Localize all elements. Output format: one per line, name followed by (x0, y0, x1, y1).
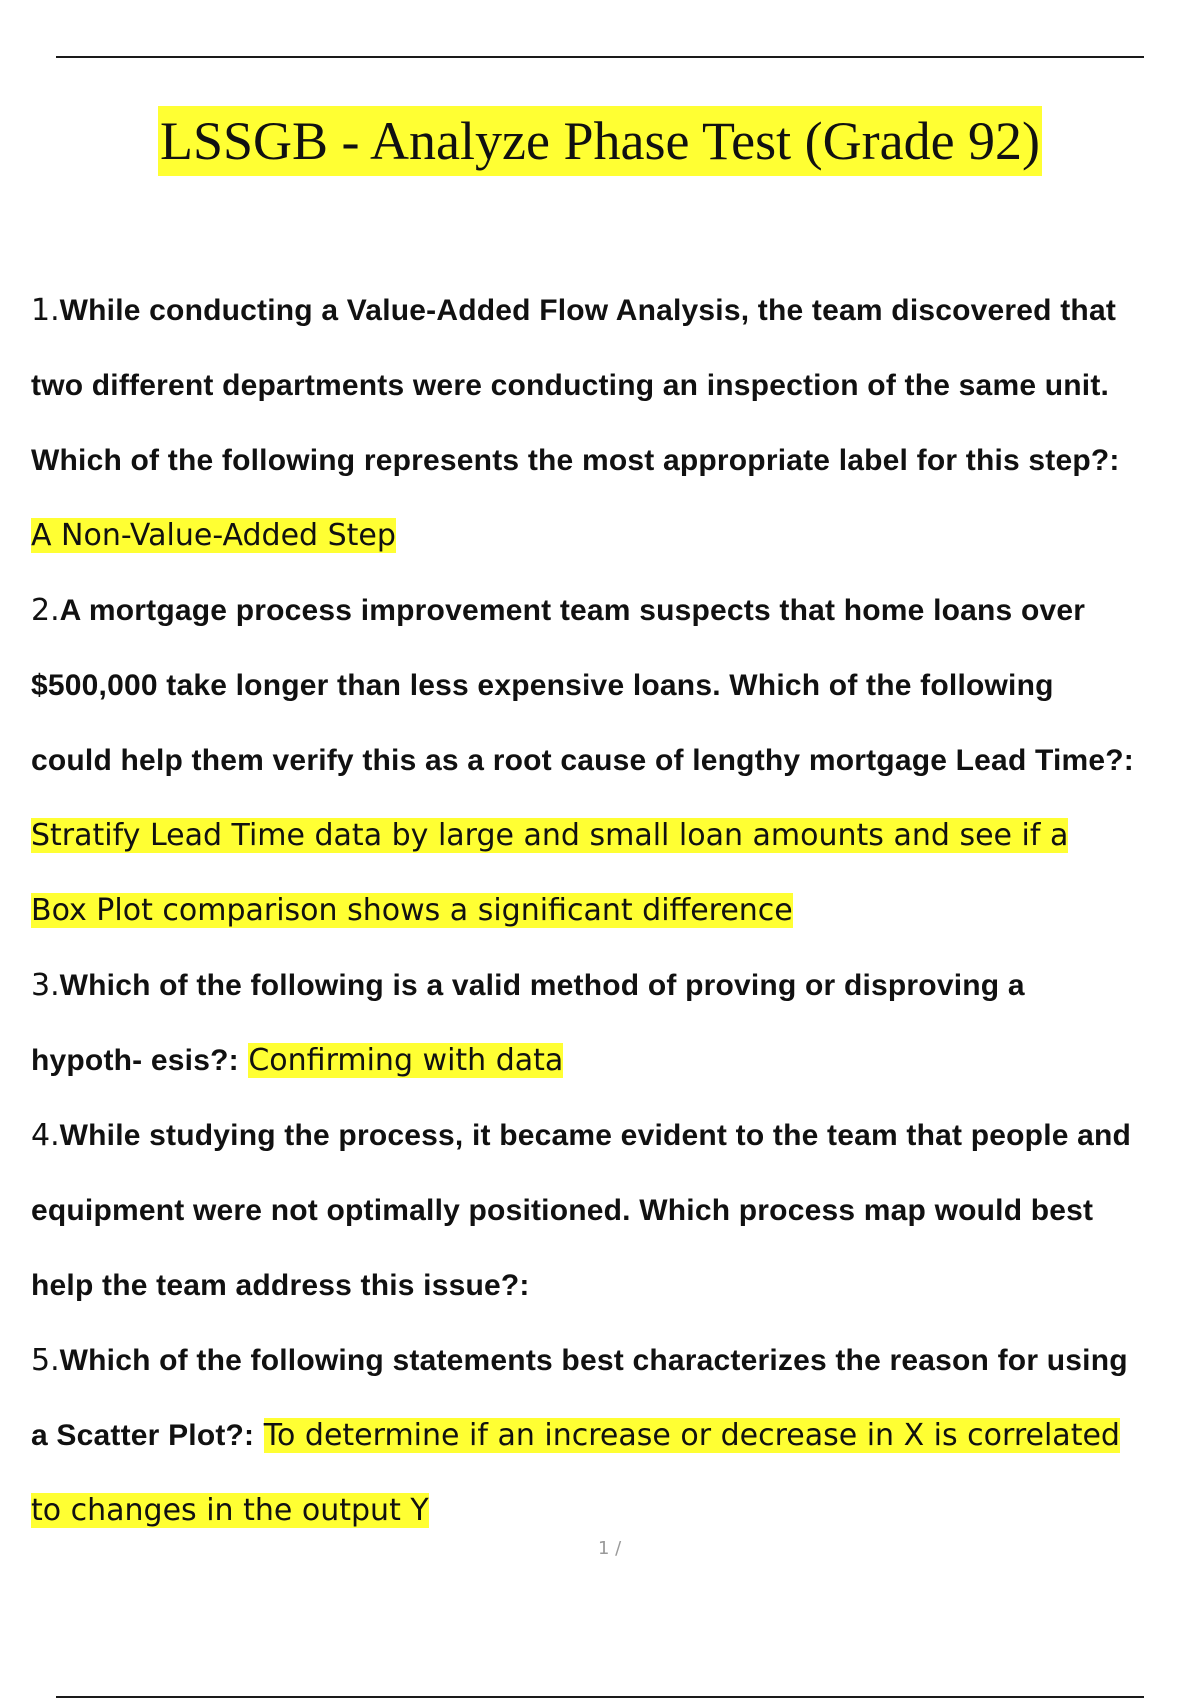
question-number: 3. (31, 968, 60, 1003)
question-text-line: equipment were not optimally positioned. Which process map would best (31, 1194, 1094, 1227)
question-text-line: help the team address this issue?: (31, 1269, 530, 1302)
question-list (31, 273, 1200, 1548)
question-text-line: hypoth- esis?: (31, 1044, 239, 1077)
question-number: 1. (31, 293, 60, 328)
question-1 (31, 273, 1200, 573)
question-number: 5. (31, 1343, 60, 1378)
question-text-line: two different departments were conducting an inspection of the same unit. (31, 369, 1110, 402)
answer-highlight: to changes in the output Y (31, 1493, 429, 1528)
answer-highlight: Box Plot comparison shows a significant difference (31, 893, 793, 928)
question-4 (31, 1098, 1200, 1323)
page-number: 1 / (598, 1538, 622, 1559)
top-rule (56, 56, 1144, 58)
question-text-line: could help them verify this as a root cause of lengthy mortgage Lead Time?: (31, 744, 1134, 777)
answer-highlight: To determine if an increase or decrease in X is correlated (263, 1418, 1120, 1453)
title-block (0, 106, 1200, 176)
question-text-line: Which of the following represents the most appropriate label for this step?: (31, 444, 1120, 477)
question-text-line: A mortgage process improvement team suspects that home loans over (59, 594, 1086, 627)
question-3 (31, 948, 1200, 1098)
document-title: LSSGB - Analyze Phase Test (Grade 92) (158, 106, 1042, 176)
answer-highlight: A Non-Value-Added Step (31, 518, 396, 553)
question-number: 2. (31, 593, 60, 628)
question-text-line: Which of the following is a valid method of proving or disproving a (59, 969, 1025, 1002)
answer-highlight: Confirming with data (248, 1043, 564, 1078)
question-text-line: a Scatter Plot?: (31, 1419, 255, 1452)
question-text-line: $500,000 take longer than less expensive loans. Which of the following (31, 669, 1054, 702)
answer-highlight: Stratify Lead Time data by large and small loan amounts and see if a (31, 818, 1069, 853)
question-number: 4. (31, 1118, 60, 1153)
question-text-line: Which of the following statements best characterizes the reason for using (59, 1344, 1128, 1377)
question-text-line: While conducting a Value-Added Flow Analysis, the team discovered that (59, 294, 1117, 327)
bottom-rule (56, 1696, 1144, 1698)
question-5 (31, 1323, 1200, 1548)
question-text-line: While studying the process, it became evident to the team that people and (59, 1119, 1132, 1152)
question-2 (31, 573, 1200, 948)
